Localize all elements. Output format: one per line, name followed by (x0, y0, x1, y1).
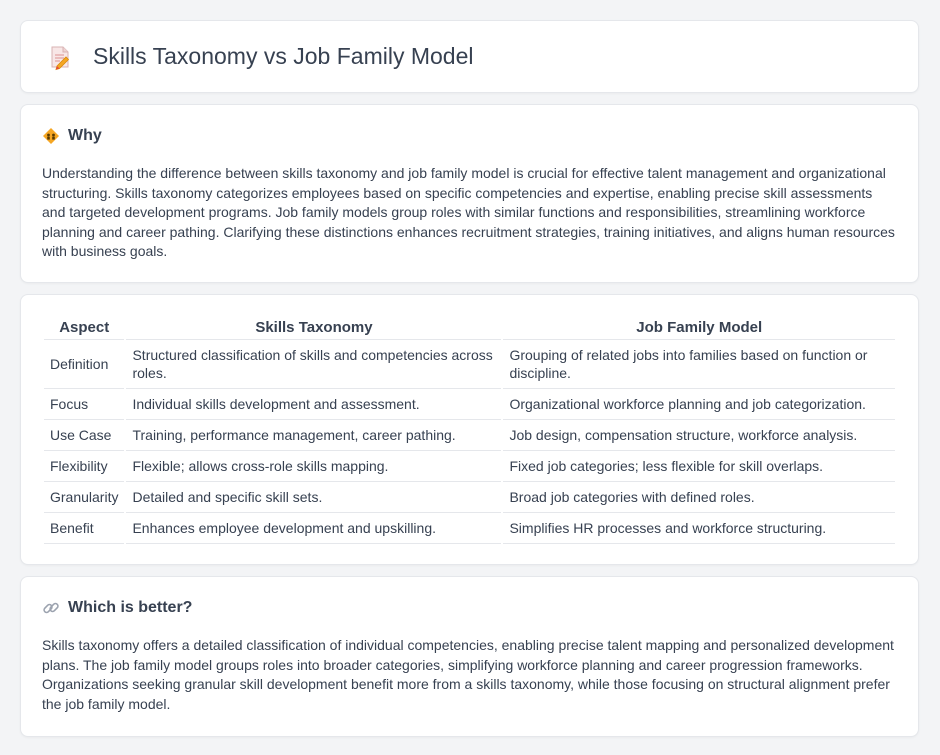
table-row (44, 389, 895, 420)
why-section (20, 104, 919, 283)
aspect-cell: Definition (44, 340, 124, 389)
page-title: Skills Taxonomy vs Job Family Model (93, 43, 474, 69)
column-header-job-family-model: Job Family Model (503, 315, 895, 340)
comparison-table-card (20, 294, 919, 565)
skills-taxonomy-cell: Individual skills development and assessment. (126, 389, 501, 420)
column-header-skills-taxonomy: Skills Taxonomy (126, 315, 501, 340)
skills-taxonomy-cell: Flexible; allows cross-role skills mapping. (126, 451, 501, 482)
why-section-header (42, 127, 897, 145)
job-family-cell: Broad job categories with defined roles. (503, 482, 895, 513)
job-family-cell: Fixed job categories; less flexible for skill overlaps. (503, 451, 895, 482)
better-title: Which is better? (68, 598, 193, 616)
comparison-table (42, 315, 897, 544)
link-icon (42, 599, 60, 617)
why-title: Why (68, 127, 102, 144)
pencil-paper-icon (45, 43, 73, 71)
skills-taxonomy-cell: Enhances employee development and upskilling. (126, 513, 501, 544)
skills-taxonomy-cell: Structured classification of skills and competencies across roles. (126, 340, 501, 389)
table-header-row (44, 315, 895, 340)
better-section-header (42, 599, 897, 617)
which-is-better-section (20, 576, 919, 737)
diamond-signal-icon (42, 127, 60, 145)
aspect-cell: Flexibility (44, 451, 124, 482)
column-header-aspect: Aspect (44, 315, 124, 340)
table-row (44, 420, 895, 451)
aspect-cell: Focus (44, 389, 124, 420)
header-card (20, 20, 919, 93)
aspect-cell: Use Case (44, 420, 124, 451)
table-row (44, 513, 895, 544)
why-text: Understanding the difference between skills taxonomy and job family model is crucial for effective talent management and organizational structuring. Skills taxonomy categorizes employees based on specific competencies and expertise, enabling precise skill assessments and targeted development programs. Job family models group roles with similar functions and responsibilities, streamlining workforce planning and career pathing. Clarifying these distinctions enhances recruitment strategies, training initiatives, and aligns human resources with business goals. (42, 165, 895, 260)
table-row (44, 340, 895, 389)
aspect-cell: Granularity (44, 482, 124, 513)
job-family-cell: Job design, compensation structure, workforce analysis. (503, 420, 895, 451)
job-family-cell: Grouping of related jobs into families based on function or discipline. (503, 340, 895, 389)
job-family-cell: Simplifies HR processes and workforce structuring. (503, 513, 895, 544)
better-text: Skills taxonomy offers a detailed classification of individual competencies, enabling precise talent mapping and personalized development plans. The job family model groups roles into broader categories, simplifying workforce planning and career progression frameworks. Organizations seeking granular skill development benefit more from a skills taxonomy, while those focusing on structural alignment prefer the job family model. (42, 636, 894, 712)
skills-taxonomy-cell: Detailed and specific skill sets. (126, 482, 501, 513)
job-family-cell: Organizational workforce planning and job categorization. (503, 389, 895, 420)
skills-taxonomy-cell: Training, performance management, career pathing. (126, 420, 501, 451)
table-row (44, 482, 895, 513)
aspect-cell: Benefit (44, 513, 124, 544)
table-row (44, 451, 895, 482)
